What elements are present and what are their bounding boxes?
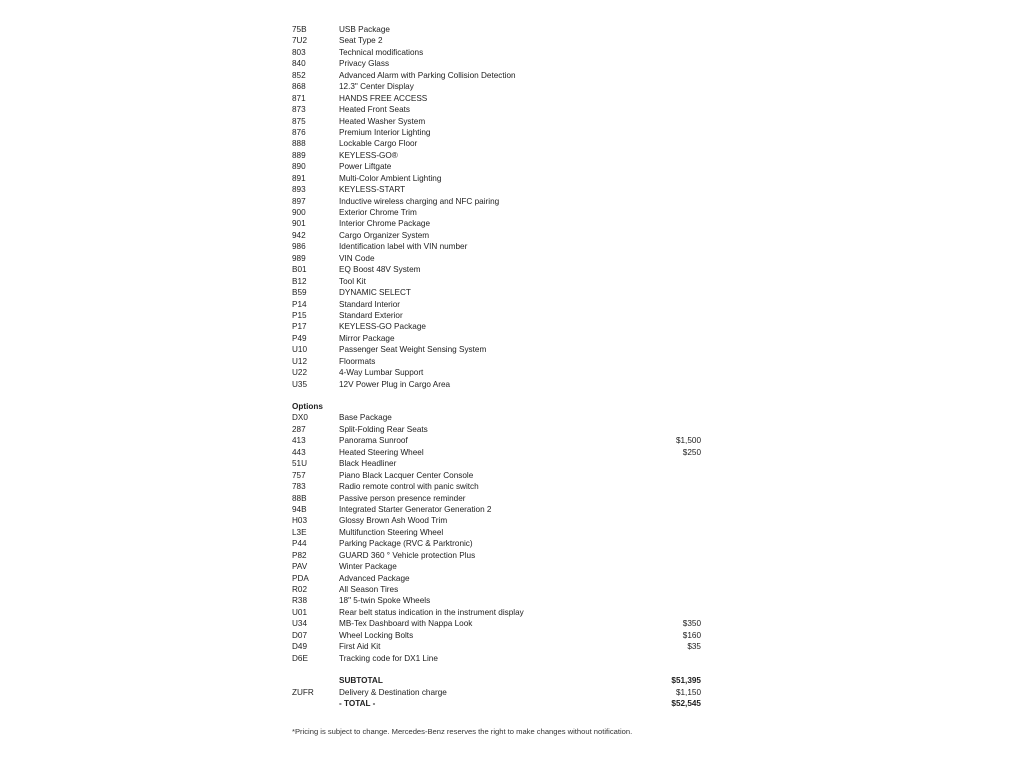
item-code: R38	[292, 596, 308, 606]
item-description: Panorama Sunroof	[339, 436, 408, 446]
option-item-row	[292, 618, 712, 629]
item-description: Mirror Package	[339, 333, 395, 343]
delivery-value: $1,150	[675, 687, 701, 697]
standard-item-row	[292, 253, 712, 264]
item-code: P82	[292, 550, 307, 560]
item-description: Rear belt status indication in the instrument display	[339, 607, 524, 617]
option-item-row	[292, 424, 712, 435]
standard-item-row	[292, 24, 712, 35]
item-description: Black Headliner	[339, 459, 397, 469]
item-description: USB Package	[339, 25, 390, 34]
option-item-row	[292, 630, 712, 641]
item-code: U35	[292, 379, 308, 389]
item-description: Lockable Cargo Floor	[339, 139, 418, 149]
option-item-row	[292, 653, 712, 664]
item-description: HANDS FREE ACCESS	[339, 93, 428, 103]
item-description: First Aid Kit	[339, 642, 381, 652]
standard-item-row	[292, 241, 712, 252]
item-description: Floormats	[339, 356, 376, 366]
item-code: U01	[292, 607, 308, 617]
item-description: EQ Boost 48V System	[339, 265, 421, 275]
item-code: PDA	[292, 573, 309, 583]
item-description: Parking Package (RVC & Parktronic)	[339, 539, 473, 549]
standard-item-row	[292, 218, 712, 229]
item-code: 989	[292, 253, 306, 263]
item-code: 840	[292, 59, 306, 69]
item-code: 51U	[292, 459, 308, 469]
item-code: R02	[292, 585, 308, 594]
option-item-row	[292, 595, 712, 606]
option-item-row	[292, 527, 712, 538]
standard-item-row	[292, 287, 712, 298]
standard-item-row	[292, 173, 712, 184]
item-description: Premium Interior Lighting	[339, 127, 431, 137]
item-description: Multifunction Steering Wheel	[339, 527, 444, 537]
pricing-footnote: *Pricing is subject to change. Mercedes-Benz reserves the right to make changes without notification.	[292, 727, 633, 736]
item-code: U12	[292, 356, 308, 366]
item-description: Passenger Seat Weight Sensing System	[339, 345, 487, 355]
item-description: Passive person presence reminder	[339, 493, 466, 503]
standard-item-row	[292, 310, 712, 321]
standard-item-row	[292, 356, 712, 367]
item-description: Multi-Color Ambient Lighting	[339, 173, 442, 183]
item-description: Base Package	[339, 413, 392, 423]
item-code: 75B	[292, 25, 307, 34]
subtotal-row	[292, 675, 712, 686]
standard-item-row	[292, 70, 712, 81]
standard-item-row	[292, 127, 712, 138]
standard-item-row	[292, 58, 712, 69]
item-description: Split-Folding Rear Seats	[339, 424, 428, 434]
item-price: $1,500	[675, 436, 701, 446]
item-code: 803	[292, 47, 306, 57]
item-code: 852	[292, 70, 306, 80]
item-code: 868	[292, 82, 306, 92]
standard-item-row	[292, 344, 712, 355]
spacer	[292, 664, 712, 675]
item-description: 4-Way Lumbar Support	[339, 368, 424, 378]
standard-item-row	[292, 93, 712, 104]
item-description: Power Liftgate	[339, 162, 392, 172]
item-code: 88B	[292, 493, 307, 503]
option-item-row	[292, 458, 712, 469]
item-description: VIN Code	[339, 253, 375, 263]
item-description: Tool Kit	[339, 276, 366, 286]
item-code: P44	[292, 539, 307, 549]
option-item-row	[292, 641, 712, 652]
item-code: D07	[292, 630, 308, 640]
item-description: GUARD 360 ° Vehicle protection Plus	[339, 550, 476, 560]
item-code: 94B	[292, 504, 307, 514]
item-code: 873	[292, 105, 306, 115]
option-item-row	[292, 481, 712, 492]
standard-item-row	[292, 47, 712, 58]
item-description: Advanced Package	[339, 573, 410, 583]
standard-item-row	[292, 184, 712, 195]
item-code: P15	[292, 310, 307, 320]
item-description: Seat Type 2	[339, 36, 383, 46]
item-description: KEYLESS-GO Package	[339, 322, 426, 332]
item-code: 875	[292, 116, 306, 126]
item-code: P14	[292, 299, 307, 309]
standard-item-row	[292, 161, 712, 172]
item-code: 413	[292, 436, 306, 446]
item-description: All Season Tires	[339, 585, 399, 594]
item-code: 876	[292, 127, 306, 137]
item-price: $35	[687, 642, 701, 652]
option-item-row	[292, 561, 712, 572]
item-code: B01	[292, 265, 307, 275]
item-code: 897	[292, 196, 306, 206]
option-item-row	[292, 573, 712, 584]
standard-item-row	[292, 81, 712, 92]
item-code: B12	[292, 276, 307, 286]
standard-item-row	[292, 150, 712, 161]
delivery-label: Delivery & Destination charge	[339, 687, 447, 697]
standard-item-row	[292, 35, 712, 46]
item-code: 443	[292, 447, 306, 457]
standard-item-row	[292, 276, 712, 287]
subtotal-value: $51,395	[671, 676, 701, 686]
item-code: 757	[292, 470, 306, 480]
item-code: 871	[292, 93, 306, 103]
item-description: Standard Exterior	[339, 310, 403, 320]
item-code: 942	[292, 230, 306, 240]
standard-item-row	[292, 367, 712, 378]
item-description: Standard Interior	[339, 299, 400, 309]
total-value: $52,545	[671, 698, 701, 708]
item-description: Heated Washer System	[339, 116, 426, 126]
item-description: Interior Chrome Package	[339, 219, 431, 229]
item-code: P17	[292, 322, 307, 332]
standard-item-row	[292, 196, 712, 207]
item-code: 287	[292, 424, 306, 434]
standard-item-row	[292, 379, 712, 390]
item-description: Piano Black Lacquer Center Console	[339, 470, 474, 480]
item-price: $250	[682, 447, 701, 457]
item-code: 893	[292, 185, 306, 195]
subtotal-label: SUBTOTAL	[339, 676, 383, 686]
item-description: Radio remote control with panic switch	[339, 482, 479, 492]
standard-item-row	[292, 230, 712, 241]
standard-item-row	[292, 333, 712, 344]
item-description: Winter Package	[339, 562, 397, 572]
item-description: KEYLESS-START	[339, 185, 406, 195]
item-price: $350	[682, 619, 701, 629]
item-description: Tracking code for DX1 Line	[339, 653, 438, 663]
options-heading	[292, 401, 712, 412]
item-code: 891	[292, 173, 306, 183]
item-description: Advanced Alarm with Parking Collision Detection	[339, 70, 516, 80]
standard-item-row	[292, 321, 712, 332]
delivery-row	[292, 687, 712, 698]
standard-item-row	[292, 264, 712, 275]
item-code: 889	[292, 150, 306, 160]
item-description: KEYLESS-GO®	[339, 150, 398, 160]
item-description: DYNAMIC SELECT	[339, 288, 411, 298]
item-description: Identification label with VIN number	[339, 242, 468, 252]
item-code: 900	[292, 208, 306, 217]
item-description: Heated Steering Wheel	[339, 447, 424, 457]
item-description: MB-Tex Dashboard with Nappa Look	[339, 619, 473, 629]
item-code: D6E	[292, 653, 308, 663]
item-description: 18" 5-twin Spoke Wheels	[339, 596, 431, 606]
item-description: Exterior Chrome Trim	[339, 208, 417, 217]
item-description: Integrated Starter Generator Generation 2	[339, 504, 492, 514]
standard-item-row	[292, 104, 712, 115]
option-item-row	[292, 493, 712, 504]
options-list	[292, 412, 712, 664]
item-description: Inductive wireless charging and NFC pairing	[339, 196, 500, 206]
price-sheet	[292, 24, 712, 709]
standard-equipment-list	[292, 24, 712, 390]
option-item-row	[292, 515, 712, 526]
item-code: B59	[292, 288, 307, 298]
delivery-code: ZUFR	[292, 687, 314, 697]
item-description: Wheel Locking Bolts	[339, 630, 414, 640]
option-item-row	[292, 435, 712, 446]
standard-item-row	[292, 116, 712, 127]
item-code: DX0	[292, 413, 308, 423]
item-description: Glossy Brown Ash Wood Trim	[339, 516, 448, 526]
item-code: H03	[292, 516, 308, 526]
option-item-row	[292, 447, 712, 458]
standard-item-row	[292, 138, 712, 149]
item-code: U22	[292, 368, 308, 378]
item-code: D49	[292, 642, 308, 652]
standard-item-row	[292, 207, 712, 218]
item-description: 12.3" Center Display	[339, 82, 414, 92]
total-label: - TOTAL -	[339, 698, 376, 708]
standard-item-row	[292, 299, 712, 310]
item-price: $160	[682, 630, 701, 640]
item-code: U34	[292, 619, 308, 629]
options-heading-label: Options	[292, 402, 323, 411]
item-code: 986	[292, 242, 306, 252]
item-code: P49	[292, 333, 307, 343]
option-item-row	[292, 470, 712, 481]
option-item-row	[292, 550, 712, 561]
item-description: Heated Front Seats	[339, 105, 410, 115]
option-item-row	[292, 584, 712, 595]
item-code: 890	[292, 162, 306, 172]
item-description: 12V Power Plug in Cargo Area	[339, 379, 451, 389]
item-code: PAV	[292, 562, 308, 572]
item-code: 7U2	[292, 36, 308, 46]
total-row	[292, 698, 712, 709]
item-description: Cargo Organizer System	[339, 230, 430, 240]
item-code: 888	[292, 139, 306, 149]
item-code: L3E	[292, 527, 307, 537]
item-code: 783	[292, 482, 306, 492]
item-description: Technical modifications	[339, 47, 424, 57]
option-item-row	[292, 607, 712, 618]
option-item-row	[292, 504, 712, 515]
option-item-row	[292, 412, 712, 423]
item-code: 901	[292, 219, 306, 229]
option-item-row	[292, 538, 712, 549]
item-description: Privacy Glass	[339, 59, 390, 69]
item-code: U10	[292, 345, 308, 355]
